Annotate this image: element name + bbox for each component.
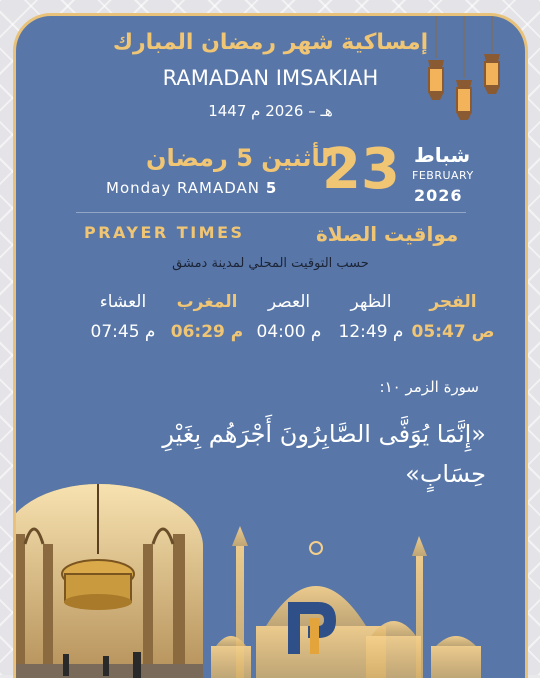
prayer-time: ص 05:47 bbox=[411, 322, 495, 342]
mosque-interior-image bbox=[13, 484, 203, 678]
prayer-asr bbox=[244, 292, 334, 342]
imsakiah-card bbox=[13, 13, 528, 678]
mosque-silhouette-icon bbox=[176, 526, 525, 678]
brand-logo-icon bbox=[284, 596, 342, 658]
month-english: FEBRUARY bbox=[412, 169, 474, 182]
prayer-times-title-english: PRAYER TIMES bbox=[84, 223, 245, 242]
prayer-name: المغرب bbox=[176, 292, 238, 312]
title-arabic: إمساكية شهر رمضان المبارك bbox=[112, 30, 429, 55]
day-number: 23 bbox=[322, 137, 400, 202]
prayer-name: العشاء bbox=[99, 292, 147, 312]
day-arabic: الأثنين 5 رمضان bbox=[146, 144, 338, 172]
day-english-number: 5 bbox=[265, 179, 278, 197]
prayer-name: الفجر bbox=[429, 292, 477, 312]
day-english bbox=[106, 179, 277, 197]
quran-verse: «إِنَّمَا يُوَفَّى الصَّابِرُونَ أَجْرَهُم بِغَيْرِ حِسَابٍ» bbox=[162, 420, 486, 488]
month-arabic: شباط bbox=[414, 143, 471, 167]
prayer-name: الظهر bbox=[350, 292, 392, 312]
prayer-time: م 07:45 bbox=[90, 322, 156, 342]
title-english: RAMADAN IMSAKIAH bbox=[162, 66, 379, 90]
prayer-time: م 04:00 bbox=[256, 322, 322, 342]
divider bbox=[76, 212, 466, 213]
prayer-maghrib bbox=[162, 292, 252, 342]
prayer-dhuhr bbox=[326, 292, 416, 342]
prayer-time: م 06:29 bbox=[170, 322, 244, 342]
prayer-times-title-arabic: مواقيت الصلاة bbox=[316, 222, 459, 246]
prayer-name: العصر bbox=[267, 292, 311, 312]
local-time-note: حسب التوقيت المحلي لمدينة دمشق bbox=[172, 256, 369, 271]
prayer-fajr bbox=[408, 292, 498, 342]
sura-reference: سورة الزمر ١٠: bbox=[379, 378, 479, 396]
year: 2026 bbox=[414, 186, 463, 205]
prayer-time: م 12:49 bbox=[338, 322, 404, 342]
hijri-year: هـ – 2026 م 1447 bbox=[208, 102, 333, 120]
day-english-prefix: Monday RAMADAN bbox=[106, 179, 261, 197]
prayer-isha bbox=[78, 292, 168, 342]
